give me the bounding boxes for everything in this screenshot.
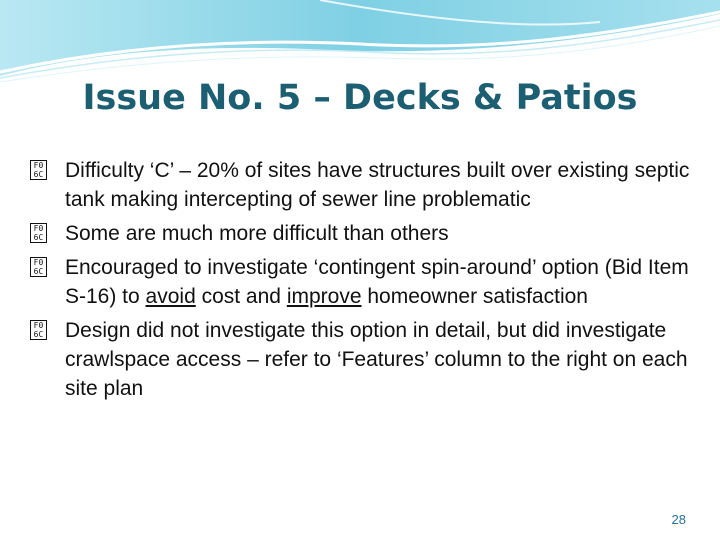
missing-glyph-box-icon: F0 6C <box>30 160 47 180</box>
bullet-text-segment: cost and <box>195 285 287 308</box>
slide-title: Issue No. 5 – Decks & Patios <box>82 78 638 118</box>
bullet-item <box>30 316 695 403</box>
bullet-item <box>30 219 695 248</box>
bullet-item <box>30 156 695 214</box>
missing-glyph-box-icon: F0 6C <box>30 223 47 243</box>
missing-glyph-box-icon: F0 6C <box>30 320 47 340</box>
top-wave-decoration <box>0 0 720 90</box>
bullet-list <box>30 156 695 408</box>
bullet-text <box>65 256 689 308</box>
bullet-text: Design did not investigate this option in detail, but did investigate crawlspace access – refer to ‘Features’ column to the right on each site plan <box>65 319 688 400</box>
bullet-text: Difficulty ‘C’ – 20% of sites have structures built over existing septic tank making intercepting of sewer line problematic <box>65 159 690 211</box>
bullet-text: Some are much more difficult than others <box>65 222 449 245</box>
bullet-text-segment: Encouraged to investigate ‘contingent spin-around’ option (Bid Item S-16) to <box>65 256 689 308</box>
bullet-text-segment: homeowner satisfaction <box>361 285 588 308</box>
bullet-item <box>30 253 695 311</box>
underlined-word-avoid: avoid <box>145 285 196 308</box>
missing-glyph-box-icon: F0 6C <box>30 257 47 277</box>
underlined-word-improve: improve <box>286 285 362 308</box>
page-number: 28 <box>671 512 686 527</box>
